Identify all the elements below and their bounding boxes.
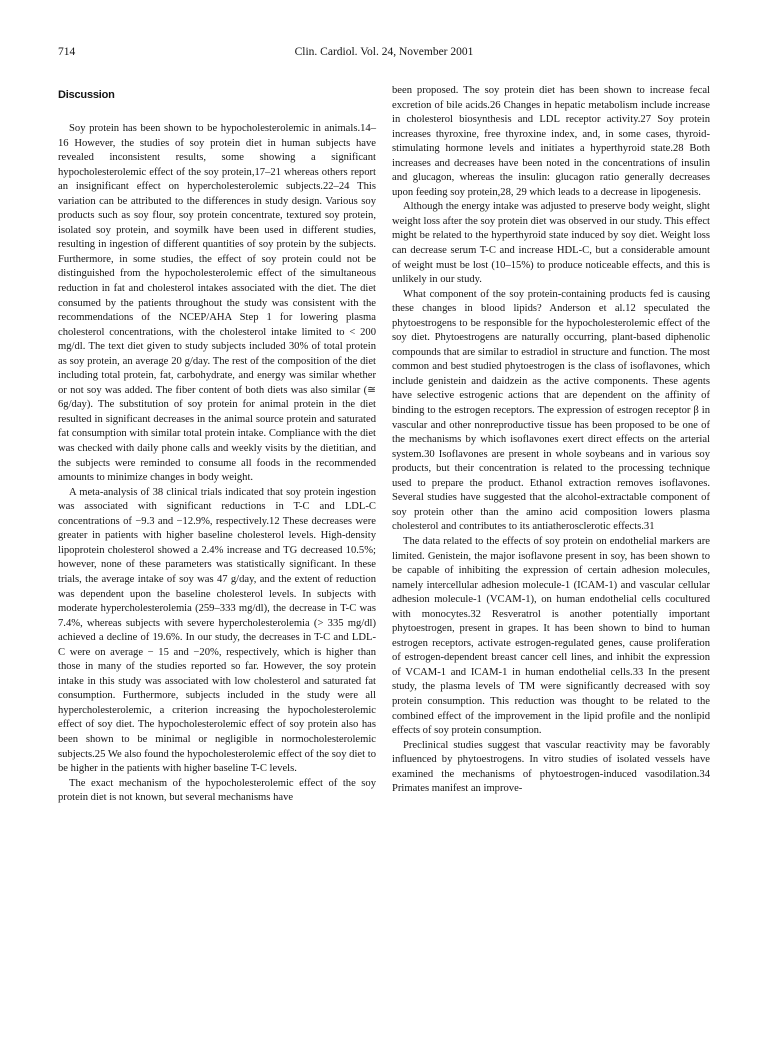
paragraph: A meta-analysis of 38 clinical trials indicated that soy protein ingestion was associated with significant reductions in T-C and LDL-C concentrations of −9.3 and −12.9%, respectively.12 These decreases were greater in patients with higher baseline cholesterol levels. High-density lipoprotein cholesterol showed a 2.4% increase and TG decreased 10.5%; however, none of these parameters was statistically significant. In these trials, the average intake of soy was 47 g/day, and the extent of reduction was dependent upon the baseline cholesterol levels. In subjects with moderate hypercholesterolemia (259–333 mg/dl), the decrease in T-C was 7.4%, whereas subjects with severe hypercholesterolemia (> 335 mg/dl) achieved a decline of 19.6%. In our study, the decreases in T-C and LDL-C were on average − 15 and −20%, respectively, which is higher than those in many of the studies reported so far. However, the soy protein intake in this study was associated with low cholesterol and saturated fat consumption. Furthermore, subjects included in the study were all hypercholesterolemic, a criterion increasing the hypocholesterolemic effect of soy diet. The hypocholesterolemic effect of soy protein also has been shown to be minimal or negligible in normocholesterolemic subjects.25 We also found the hypocholesterolemic effect of the soy diet to be higher in the patients with higher baseline T-C levels. [58, 486, 376, 775]
running-head [58, 44, 710, 60]
journal-reference: Clin. Cardiol. Vol. 24, November 2001 [294, 46, 474, 58]
section-heading: Discussion [58, 89, 115, 101]
paragraph: Soy protein has been shown to be hypocholesterolemic in animals.14–16 However, the studies of soy protein diet in human subjects have revealed inconsistent results, some showing a significant hypocholesterolemic effect of the soy protein,17–21 whereas others report an insignificant effect on hypercholesterolemic subjects.22–24 This variation can be attributed to the differences in study design. Various soy products such as soy flour, soy protein concentrate, textured soy protein, isolated soy protein, and soymilk have been used in different studies, resulting in ingestion of different quantities of soy protein by the subjects. Furthermore, in some studies, the effect of soy protein could not be distinguished from the hypocholesterolemic effect of the simultaneous reduction in fat and cholesterol intakes associated with the diet. The diet consumed by the patients throughout the study was consistent with the recommendations of the NCEP/AHA Step 1 for lowering plasma cholesterol concentrations, with the cholesterol intake limited to < 200 mg/dl. The text diet given to study subjects included 30% of total protein as soy protein, an average 20 g/day. The rest of the composition of the diet including total protein, fat, carbohydrate, and energy was similar whether or not soy was added. The fiber content of both diets was also similar (≅ 6g/day). The substitution of soy protein for animal protein in the diet resulted in significant decreases in the animal source protein and saturated fat consumption with similar total protein intake. Compliance with the diet was checked with daily phone calls and weekly visits by the dietitian, and the subjects were reminded to consume all foods in the recommended amounts to minimize changes in body weight. [58, 123, 376, 484]
paragraph: been proposed. The soy protein diet has been shown to increase fecal excretion of bile acids.26 Changes in hepatic metabolism include increase in cholesterol biosynthesis and LDL receptor activity.27 Soy protein increases thyroxine, free thyroxine index, and, in some cases, thyroid-stimulating hormone levels and initiates a hyperthyroid state.28 Both increases and decreases have been noted in the concentrations of insulin and glucagon, whereas the insulin: glucagon ratio generally decreases upon feeding soy protein,28, 29 which leads to a decrease in lipogenesis. [392, 85, 710, 198]
paragraph: The exact mechanism of the hypocholesterolemic effect of the soy protein diet is not known, but several mechanisms have [58, 777, 376, 804]
paragraph: What component of the soy protein-containing products fed is causing these changes in blood lipids? Anderson et al.12 speculated the phytoestrogens to be responsible for the hypocholesterolemic effect of the soy diet. Phytoestrogens are naturally occurring, plant-based diphenolic compounds that are similar to estradiol in structure and function. The most common and best studied phytoestrogen is the class of isoflavones, which include genistein and daidzein as the active components. These agents have selective estrogenic actions that are dependent on the affinity of binding to the estrogen receptors. The expression of estrogen receptor β in vascular and other nonreproductive tissue has been proposed to be one of the mechanisms by which isoflavones exert direct effects on the arterial system.30 Isoflavones are present in whole soybeans and in various soy products, but their concentration is related to the processing technique used to prepare the product. Ethanol extraction removes isoflavones. Several studies have suggested that the alcohol-extractable component of soy protein other than the amino acid composition lowers plasma cholesterol and contributes to its antiatherosclerotic effects.31 [392, 288, 710, 533]
right-column [392, 84, 710, 797]
left-column [58, 88, 376, 806]
paragraph: Although the energy intake was adjusted to preserve body weight, slight weight loss after the soy protein diet was observed in our study. This effect might be related to the hyperthyroid state induced by soy diet. Weight loss can decrease serum T-C and increase HDL-C, but a considerable amount of weight must be lost (10–15%) to produce noticeable effects, and this is unlikely in our study. [392, 201, 710, 286]
paragraph: Preclinical studies suggest that vascular reactivity may be favorably influenced by phytoestrogens. In vitro studies of isolated vessels have examined the mechanisms of phytoestrogen-induced vasodilation.34 Primates manifest an improve- [392, 739, 710, 795]
paragraph: The data related to the effects of soy protein on endothelial markers are limited. Genistein, the major isoflavone present in soy, has been shown to be capable of inhibiting the expression of certain adhesion molecules, namely intercellular adhesion molecule-1 (ICAM-1) and vascular cellular adhesion molecule-1 (VCAM-1), on human endothelial cells cocultured with monocytes.32 Resveratrol is another potentially important phytoestrogen, present in grapes. It has been shown to bind to human estrogen receptors, activate estrogen-regulated genes, cause proliferation of estrogen-dependent breast cancer cell lines, and inhibit the expression of VCAM-1 and ICAM-1 in human endothelial cells.33 In the present study, the plasma levels of TM were significantly decreased with soy protein consumption. This reduction was thought to be related to the combined effect of the improvement in the lipid profile and the nonlipid effects of soy protein consumption. [392, 535, 710, 737]
page-number: 714 [58, 46, 76, 58]
